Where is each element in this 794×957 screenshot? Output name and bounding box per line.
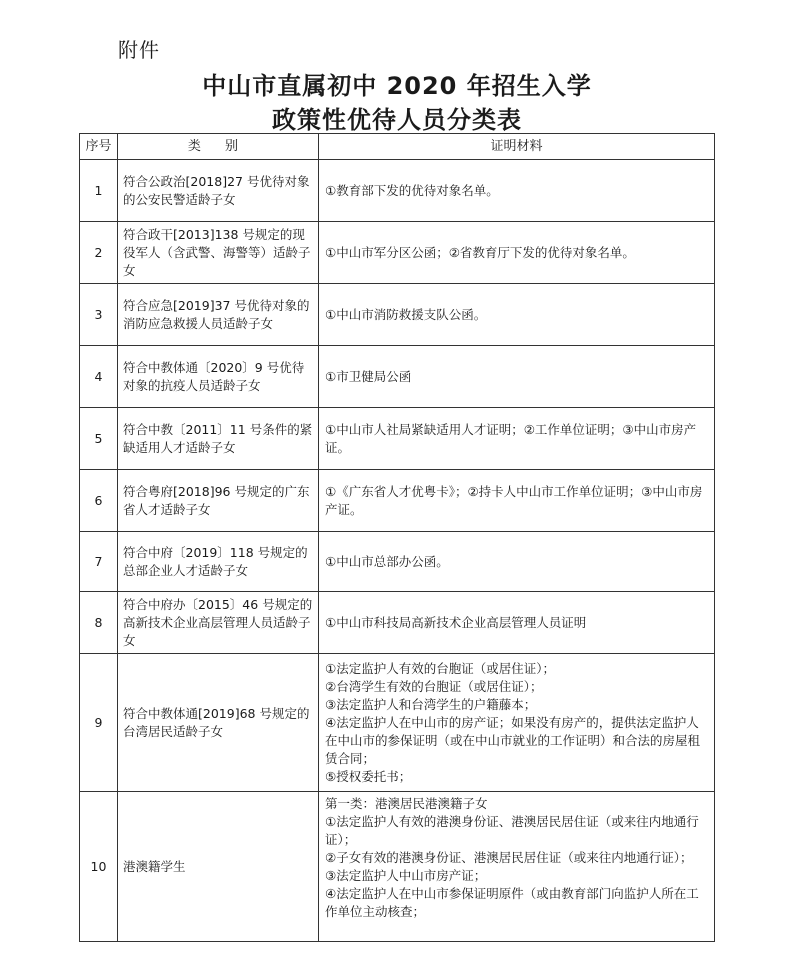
row-category: 港澳籍学生 (118, 792, 319, 942)
row-materials (319, 346, 715, 408)
material-line: ①中山市科技局高新技术企业高层管理人员证明 (325, 614, 587, 630)
row-number: 10 (80, 792, 118, 942)
row-category: 符合应急[2019]37 号优待对象的消防应急救援人员适龄子女 (118, 284, 319, 346)
material-line: ①教育部下发的优待对象名单。 (325, 182, 499, 198)
row-number: 6 (80, 470, 118, 532)
material-section-title: 第一类：港澳居民港澳籍子女 (325, 796, 488, 811)
table-row (80, 222, 715, 284)
table-row (80, 160, 715, 222)
material-line: ①中山市人社局紧缺适用人才证明；②工作单位证明；③中山市房产证。 (325, 421, 697, 455)
row-materials (319, 792, 715, 942)
table-row (80, 284, 715, 346)
material-line: ③法定监护人中山市房产证； (325, 868, 487, 883)
row-materials (319, 532, 715, 592)
material-line: ①《广东省人才优粤卡》；②持卡人中山市工作单位证明；③中山市房产证。 (325, 483, 703, 517)
material-line: ④法定监护人在中山市的房产证；如果没有房产的，提供法定监护人在中山市的参保证明（或在中山市就业的工作证明）和合法的房屋租赁合同； (325, 714, 701, 766)
material-line: ①中山市总部办公函。 (325, 553, 449, 569)
material-line: ②子女有效的港澳身份证、港澳居民居住证（或来往内地通行证）； (325, 850, 693, 865)
row-category: 符合公政治[2018]27 号优待对象的公安民警适龄子女 (118, 160, 319, 222)
table-row (80, 408, 715, 470)
table-header-row (80, 134, 715, 160)
row-materials (319, 222, 715, 284)
material-line: ①中山市消防救援支队公函。 (325, 306, 487, 322)
material-line: ①法定监护人有效的港澳身份证、港澳居民居住证（或来往内地通行证）； (325, 814, 699, 847)
header-no: 序号 (80, 134, 118, 160)
document-title-line2: 政策性优待人员分类表 (272, 106, 522, 134)
row-materials (319, 470, 715, 532)
row-category: 符合中教体通〔2020〕9 号优待对象的抗疫人员适龄子女 (118, 346, 319, 408)
row-category: 符合政干[2013]138 号规定的现役军人（含武警、海警等）适龄子女 (118, 222, 319, 284)
material-line: ④法定监护人在中山市参保证明原件（或由教育部门向监护人所在工作单位主动核查； (325, 886, 699, 919)
table-row (80, 792, 715, 942)
table-row (80, 346, 715, 408)
row-number: 7 (80, 532, 118, 592)
row-materials (319, 654, 715, 792)
row-number: 8 (80, 592, 118, 654)
row-materials (319, 408, 715, 470)
document-title-line1: 中山市直属初中 2020 年招生入学 (202, 72, 592, 100)
row-number: 9 (80, 654, 118, 792)
row-number: 5 (80, 408, 118, 470)
row-materials (319, 592, 715, 654)
row-category: 符合中教〔2011〕11 号条件的紧缺适用人才适龄子女 (118, 408, 319, 470)
row-category: 符合中府〔2019〕118 号规定的总部企业人才适龄子女 (118, 532, 319, 592)
row-category: 符合粤府[2018]96 号规定的广东省人才适龄子女 (118, 470, 319, 532)
table-row (80, 592, 715, 654)
material-line: ①法定监护人有效的台胞证（或居住证）； (325, 660, 555, 676)
header-materials: 证明材料 (319, 134, 715, 160)
row-category: 符合中府办〔2015〕46 号规定的高新技术企业高层管理人员适龄子女 (118, 592, 319, 654)
material-line: ①市卫健局公函 (325, 368, 412, 384)
material-line: ①中山市军分区公函；②省教育厅下发的优待对象名单。 (325, 244, 635, 260)
policy-classification-table (79, 133, 715, 942)
header-category: 类 别 (118, 134, 319, 160)
row-number: 1 (80, 160, 118, 222)
row-category: 符合中教体通[2019]68 号规定的台湾居民适龄子女 (118, 654, 319, 792)
material-line: ②台湾学生有效的台胞证（或居住证）； (325, 678, 543, 694)
attachment-label: 附件 (118, 38, 160, 62)
table-row (80, 532, 715, 592)
material-line: ⑤授权委托书； (325, 768, 412, 784)
row-materials (319, 160, 715, 222)
table-row (80, 654, 715, 792)
material-line: ③法定监护人和台湾学生的户籍藤本； (325, 696, 537, 712)
row-number: 3 (80, 284, 118, 346)
row-number: 2 (80, 222, 118, 284)
row-materials (319, 284, 715, 346)
table-row (80, 470, 715, 532)
row-number: 4 (80, 346, 118, 408)
